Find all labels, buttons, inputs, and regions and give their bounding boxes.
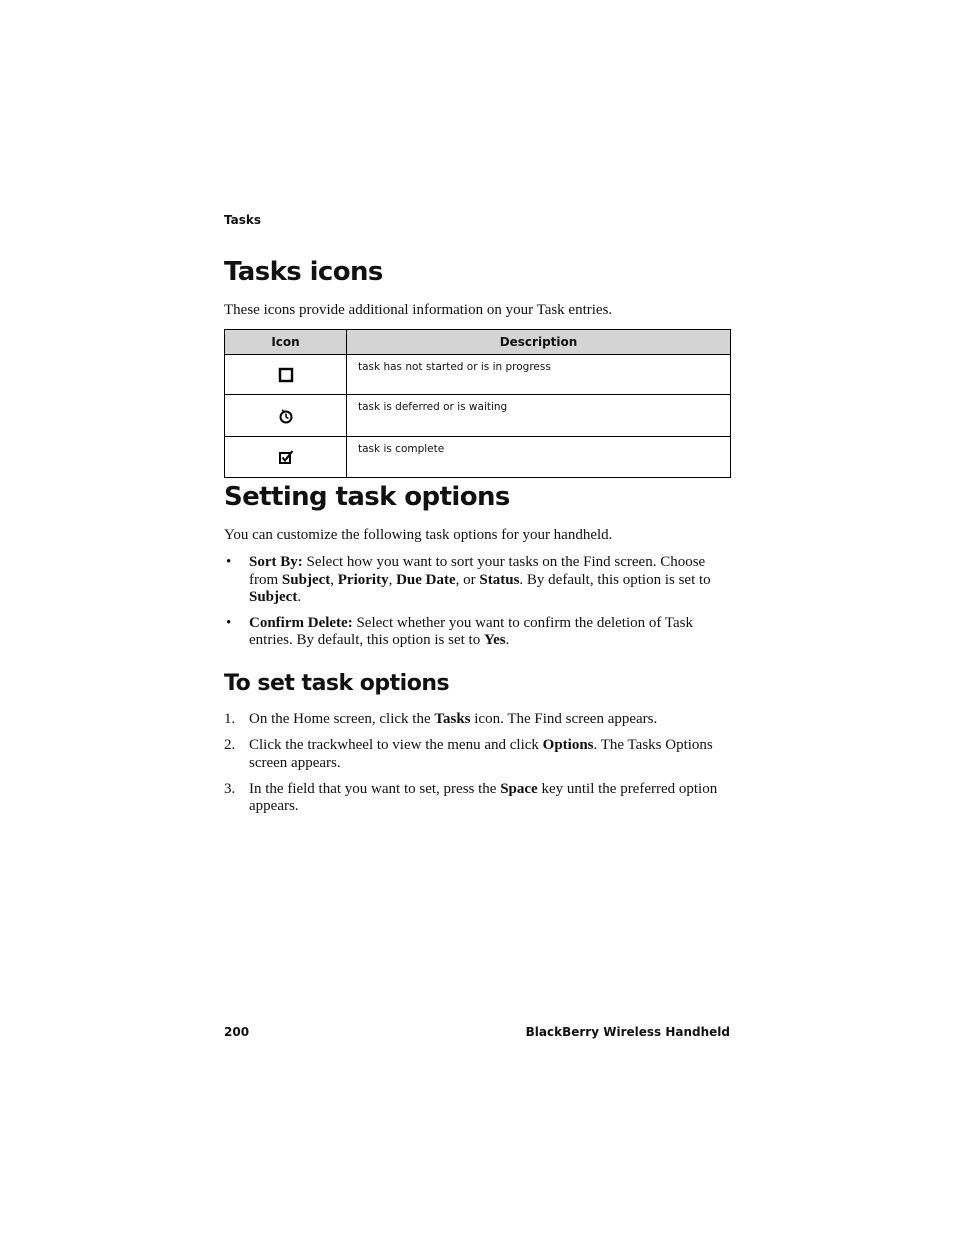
book-title: BlackBerry Wireless Handheld xyxy=(525,1025,730,1039)
table-header-row xyxy=(225,330,731,355)
sort-by-label: Sort By: xyxy=(249,554,303,570)
page-number: 200 xyxy=(224,1025,250,1039)
header-description: Description xyxy=(347,330,731,355)
task-options-list xyxy=(224,554,724,658)
task-icon-description: task is deferred or is waiting xyxy=(347,395,731,437)
step-item: 1. On the Home screen, click the Tasks icon. The Find screen appears. xyxy=(224,711,658,727)
section-title-setting-task-options: Setting task options xyxy=(224,482,510,512)
step-item: 2. Click the trackwheel to view the menu and click Options. The Tasks Options screen appears. xyxy=(224,737,713,771)
step-item: 3. In the field that you want to set, press the Space key until the preferred option appears. xyxy=(224,780,718,814)
list-item-confirm-delete: • Confirm Delete: Select whether you want to confirm the deletion of Task entries. By default, this option is set to Yes. xyxy=(226,614,693,648)
tasks-icons-intro: These icons provide additional information on your Task entries. xyxy=(224,302,613,318)
task-icon-description: task has not started or is in progress xyxy=(347,355,731,395)
checked-box-icon xyxy=(278,449,294,465)
list-item-sort-by: • Sort By: Select how you want to sort your tasks on the Find screen. Choose from Subject, Priority, Due Date, or Status. By default, this option is set to Subject. xyxy=(226,554,711,605)
section-title-to-set-task-options: To set task options xyxy=(224,671,450,696)
tasks-icons-table xyxy=(224,329,731,478)
header-icon: Icon xyxy=(225,330,347,355)
confirm-delete-label: Confirm Delete: xyxy=(249,614,353,631)
empty-checkbox-icon xyxy=(278,367,294,383)
table-row xyxy=(225,395,731,437)
task-icon-description: task is complete xyxy=(347,437,731,478)
running-head: Tasks xyxy=(224,213,262,227)
bullet: • xyxy=(226,554,232,570)
steps-list xyxy=(224,711,730,824)
bullet: • xyxy=(226,614,232,631)
section-title-tasks-icons: Tasks icons xyxy=(224,257,383,287)
setting-options-intro: You can customize the following task options for your handheld. xyxy=(224,527,613,543)
table-row xyxy=(225,355,731,395)
clock-icon xyxy=(278,408,294,424)
table-row xyxy=(225,437,731,478)
